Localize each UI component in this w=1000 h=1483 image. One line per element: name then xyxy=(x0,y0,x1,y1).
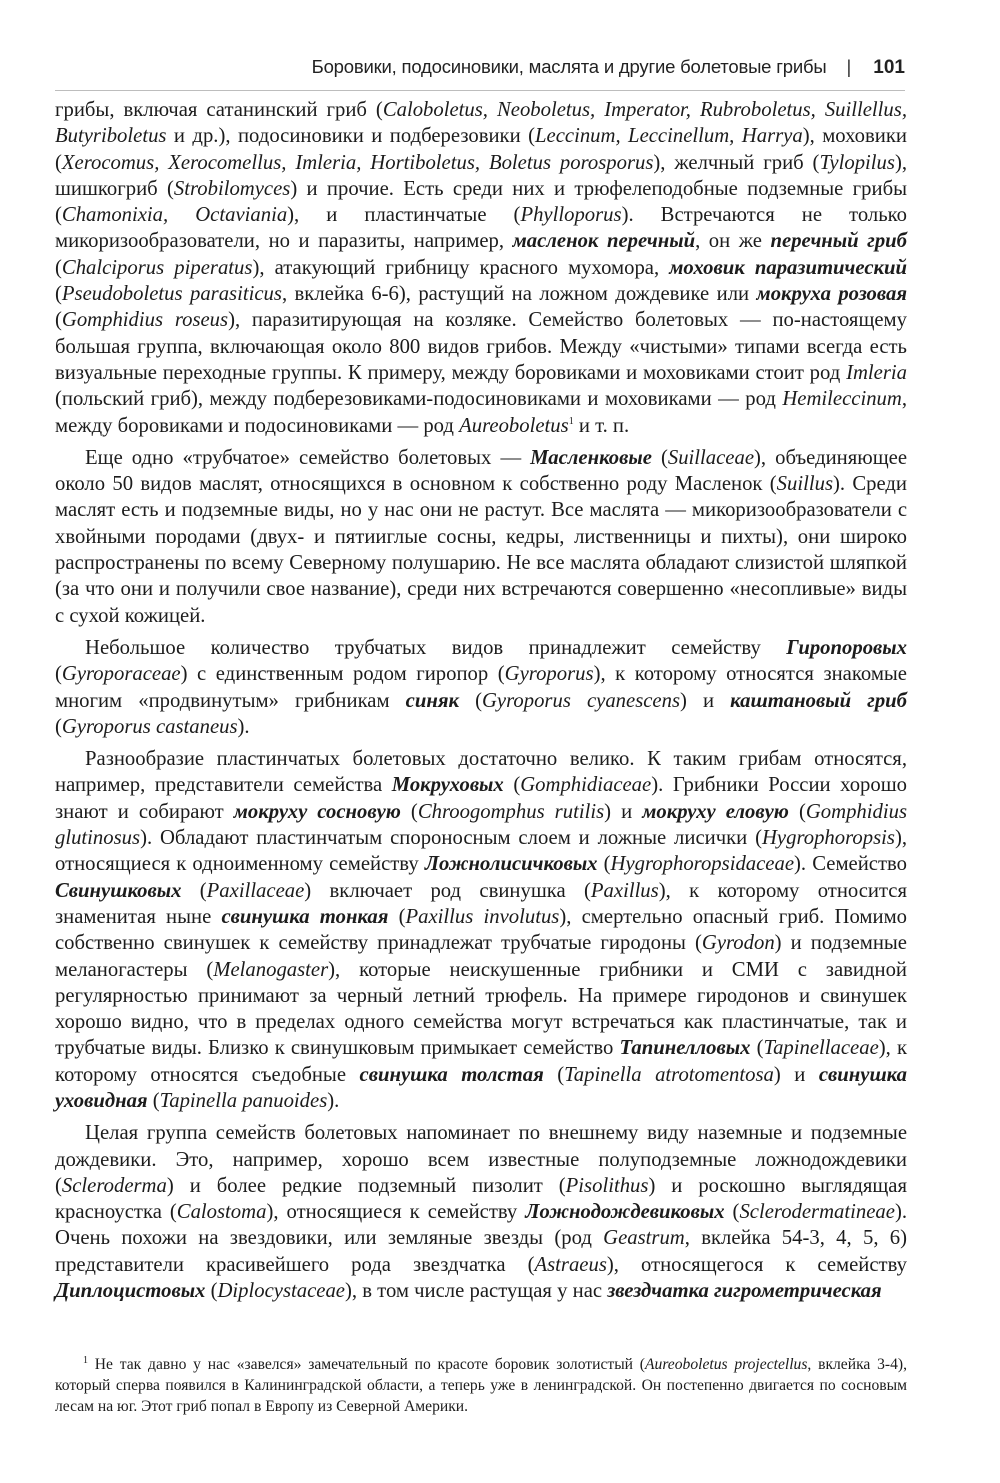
latin-name: Gomphidius glutinosus xyxy=(55,800,908,850)
header-rule xyxy=(55,90,905,91)
page-header xyxy=(55,56,905,86)
highlighted-term: перечный гриб xyxy=(770,230,907,253)
latin-name: Paxillaceae xyxy=(206,879,305,902)
latin-name: Chalciporus piperatus xyxy=(61,256,253,279)
latin-name: Sclerodermatineae xyxy=(739,1201,895,1224)
paragraph xyxy=(55,1120,907,1304)
text-run: ) включает род свинушка ( xyxy=(304,879,591,902)
text-run: ), желчный гриб ( xyxy=(653,151,820,174)
latin-name: Tapinellaceae xyxy=(763,1037,879,1060)
text-run: ) и xyxy=(604,800,643,823)
latin-name: Suillaceae xyxy=(667,446,755,469)
highlighted-term: каштановый гриб xyxy=(730,689,907,712)
text-run: Целая группа семейств болетовых напоминает по внешнему виду наземные и подземные дождевики. Это, например, хорошо всем известные полуподземные ложнодождевики ( xyxy=(55,1122,907,1197)
text-run: (польский гриб), между подберезовиками-подосиновиками и моховиками — род xyxy=(55,388,783,411)
highlighted-term: мокруху сосновую xyxy=(233,800,401,823)
highlighted-term: Тапинелловых xyxy=(619,1037,751,1060)
text-run: ), относящиеся к одноименному семейству xyxy=(55,827,907,876)
page-number: 101 xyxy=(873,57,905,78)
latin-name: Astraeus xyxy=(534,1253,607,1276)
text-run: , вклейка 3-4), который сперва появился в Калининградской области, а теперь уже в ленинградской. Он постепенно двигается по сосновым лесам на юг. Этот гриб попал в Европу из Северной Америки. xyxy=(55,1356,907,1415)
highlighted-term: масленок перечный xyxy=(512,230,696,253)
text-run: ), объединяющее около 50 видов маслят, относящихся в основном к собственно роду Масленок ( xyxy=(55,446,908,496)
latin-name: Xerocomus, Xerocomellus, Imleria, Hortiboletus, Boletus porosporus xyxy=(61,151,654,174)
highlighted-term: мокруха розовая xyxy=(756,283,907,306)
running-title: Боровики, подосиновики, маслята и другие болетовые грибы xyxy=(311,56,827,77)
text-run: ( xyxy=(543,1063,565,1086)
text-run: и т. п. xyxy=(573,414,630,437)
text-run: ( xyxy=(459,689,482,712)
highlighted-term: Диплоцистовых xyxy=(55,1280,206,1303)
latin-name: Gyroporaceae xyxy=(61,663,181,686)
highlighted-term: Гиропоровых xyxy=(786,636,907,659)
text-run: ). Среди маслят есть и подземные виды, но у нас они не растут. Все маслята — микоризообразователи с хвойными породами (двух- и пятииглые сосны, кедры, лиственницы и пихты), они широко распространены по всему Северному полушарию. Не все маслята обладают слизистой шляпкой (за что они и получили свое название), среди них встречаются совершенно «несопливые» виды с сухой кожицей. xyxy=(55,473,907,627)
text-run: ), паразитирующая на козляке. Семейство болетовых — по-настоящему большая группа, включающая около 800 видов грибов. Между «чистыми» типами всегда есть визуальные переходные группы. К примеру, между боровиками и моховиками стоит род xyxy=(55,309,907,384)
text-run: ) и xyxy=(680,689,731,712)
latin-name: Hygrophoropsis xyxy=(761,827,895,850)
text-run: ( xyxy=(597,853,611,876)
text-run: ), к которому относятся знакомые многим «продвинутым» грибникам xyxy=(55,663,907,712)
highlighted-term: свинушка уховидная xyxy=(55,1063,907,1112)
text-run: ( xyxy=(388,905,406,928)
footnote-marker: 1 xyxy=(568,415,574,427)
latin-name: Tapinella atrotomentosa xyxy=(564,1063,774,1086)
latin-name: Paxillus involutus xyxy=(405,905,560,928)
header-separator: | xyxy=(846,56,852,77)
text-run: ( xyxy=(147,1089,160,1112)
text-run: ), атакующий грибницу красного мухомора, xyxy=(252,256,670,279)
latin-name: Melanogaster xyxy=(213,958,329,981)
latin-name: Chroogomphus rutilis xyxy=(417,800,605,823)
text-run: и др.), подосиновики и подберезовики ( xyxy=(166,125,536,148)
text-run: , между боровиками и подосиновиками — род xyxy=(55,388,907,437)
latin-name: Tylopilus xyxy=(819,151,895,174)
latin-name: Strobilomyces xyxy=(173,177,291,200)
latin-name: Paxillus xyxy=(590,879,659,902)
text-run: Небольшое количество трубчатых видов принадлежит семейству xyxy=(85,636,787,659)
text-run: ), моховики ( xyxy=(55,125,907,174)
highlighted-term: Свинушковых xyxy=(55,879,182,902)
latin-name: Gyroporus xyxy=(504,663,594,686)
text-run: ( xyxy=(55,663,62,686)
text-run: ), относящиеся к семейству xyxy=(266,1201,526,1224)
text-run: ) и более редкие подземный пизолит ( xyxy=(166,1174,566,1197)
latin-name: Geastrum xyxy=(603,1227,685,1250)
text-run: ), к которому относятся съедобные xyxy=(55,1037,908,1086)
text-run: Не так давно у нас «завелся» замечательный по красоте боровик золотистый ( xyxy=(88,1356,645,1373)
text-run: ( xyxy=(724,1201,740,1224)
paragraph xyxy=(55,635,907,740)
text-run: , вклейка 54-3, 4, 5, 6) представители красивейшего рода звездчатка ( xyxy=(55,1227,908,1276)
latin-name: Gyroporus cyanescens xyxy=(481,689,681,712)
text-run: ). Очень похожи на звездовики, или земляные звезды (род xyxy=(55,1201,908,1250)
highlighted-term: свинушка толстая xyxy=(359,1063,544,1086)
text-run: Еще одно «трубчатое» семейство болетовых — xyxy=(85,446,531,469)
highlighted-term: Мокруховых xyxy=(391,774,504,797)
latin-name: Aureoboletus xyxy=(459,414,569,437)
text-run: ). xyxy=(237,715,250,738)
text-run: ). Семейство xyxy=(794,853,907,876)
text-run: , вклейка 6-6), растущий на ложном дождевике или xyxy=(281,283,757,306)
latin-name: Leccinum, Leccinellum, Harrya xyxy=(535,125,803,148)
text-run: ), к которому относится знаменитая ныне xyxy=(55,879,907,928)
latin-name: Hygrophoropsidaceae xyxy=(610,853,795,876)
text-run: грибы, включая сатанинский гриб ( xyxy=(55,99,383,121)
highlighted-term: Ложнолисичковых xyxy=(424,853,598,876)
text-run: ), шишкогриб ( xyxy=(55,151,907,200)
text-run: ) и подземные меланогастеры ( xyxy=(55,932,907,981)
latin-name: Calostoma xyxy=(176,1201,267,1224)
text-run: ), относящегося к семейству xyxy=(606,1253,907,1276)
text-run: ) с единственным родом гиропор ( xyxy=(180,663,505,686)
latin-name: Gyroporus castaneus xyxy=(61,715,238,738)
footnote-marker: 1 xyxy=(83,1354,88,1366)
highlighted-term: Ложнодождевиковых xyxy=(525,1201,725,1224)
text-run: ). xyxy=(327,1089,340,1112)
highlighted-term: Масленковые xyxy=(530,446,652,469)
text-run: ( xyxy=(788,800,806,823)
text-run: ), и пластинчатые ( xyxy=(287,204,521,227)
text-run: ), которые неискушенные грибники и СМИ с завидной регулярностью принимают за черный летний трюфель. На примере гиродонов и свинушек хорошо видно, что в пределах одного семейства могут встречаться как пластинчатые, так и трубчатые виды. Близко к свинушковым примыкает семейство xyxy=(55,958,907,1060)
text-run: ( xyxy=(205,1280,218,1303)
text-run: ( xyxy=(55,715,62,738)
footnote xyxy=(55,1355,907,1417)
latin-name: Phylloporus xyxy=(520,204,622,227)
latin-name: Gomphidiaceae xyxy=(520,774,652,797)
text-run: ) и xyxy=(773,1063,819,1086)
text-run: ( xyxy=(55,256,62,279)
text-run: ( xyxy=(400,800,418,823)
text-run: ) и прочие. Есть среди них и трюфелеподобные подземные грибы ( xyxy=(55,177,907,227)
paragraph xyxy=(55,746,907,1114)
text-run: ) и роскошно выглядящая красноустка ( xyxy=(55,1174,907,1224)
text-run: , он же xyxy=(695,230,771,253)
highlighted-term: синяк xyxy=(405,689,459,712)
latin-name: Pseudoboletus parasiticus xyxy=(61,283,282,306)
highlighted-term: звездчатка гигрометрическая xyxy=(607,1280,882,1303)
text-run: ), смертельно опасный гриб. Помимо собственно свинушек к семейству принадлежат трубчатые гиродоны ( xyxy=(55,905,908,955)
latin-name: Aureoboletus projectellus xyxy=(645,1356,808,1373)
latin-name: Chamonixia, Octaviania xyxy=(61,204,288,227)
text-run: ( xyxy=(651,446,668,469)
text-run: ( xyxy=(750,1037,764,1060)
latin-name: Caloboletus, Neoboletus, Imperator, Rubroboletus, Suillellus, Butyriboletus xyxy=(55,99,907,148)
latin-name: Suillus xyxy=(776,473,833,496)
latin-name: Tapinella panuoides xyxy=(159,1089,328,1112)
paragraph xyxy=(55,445,907,629)
text-run: Разнообразие пластинчатых болетовых достаточно велико. К таким грибам относятся, например, представители семейства xyxy=(55,748,907,797)
latin-name: Hemileccinum xyxy=(782,388,902,411)
text-run: ). Обладают пластинчатым спороносным слоем и ложные лисички ( xyxy=(140,827,762,850)
highlighted-term: свинушка тонкая xyxy=(221,905,389,928)
latin-name: Gomphidius roseus xyxy=(61,309,229,332)
text-run: ), в том числе растущая у нас xyxy=(345,1280,608,1303)
highlighted-term: моховик паразитический xyxy=(669,256,908,279)
latin-name: Pisolithus xyxy=(565,1174,649,1197)
text-run: ( xyxy=(503,774,521,797)
text-run: ( xyxy=(55,309,62,332)
text-run: ). Грибники России хорошо знают и собирают xyxy=(55,774,907,823)
highlighted-term: мокруху еловую xyxy=(642,800,789,823)
latin-name: Gyrodon xyxy=(701,932,775,955)
latin-name: Diplocystaceae xyxy=(217,1280,345,1303)
main-text xyxy=(55,97,907,1310)
latin-name: Imleria xyxy=(846,361,907,384)
latin-name: Scleroderma xyxy=(61,1174,167,1197)
text-run: ( xyxy=(181,879,207,902)
text-run: ). Встречаются не только микоризообразователи, но и паразиты, например, xyxy=(55,204,907,253)
text-run: ( xyxy=(55,283,62,306)
paragraph xyxy=(55,97,907,439)
